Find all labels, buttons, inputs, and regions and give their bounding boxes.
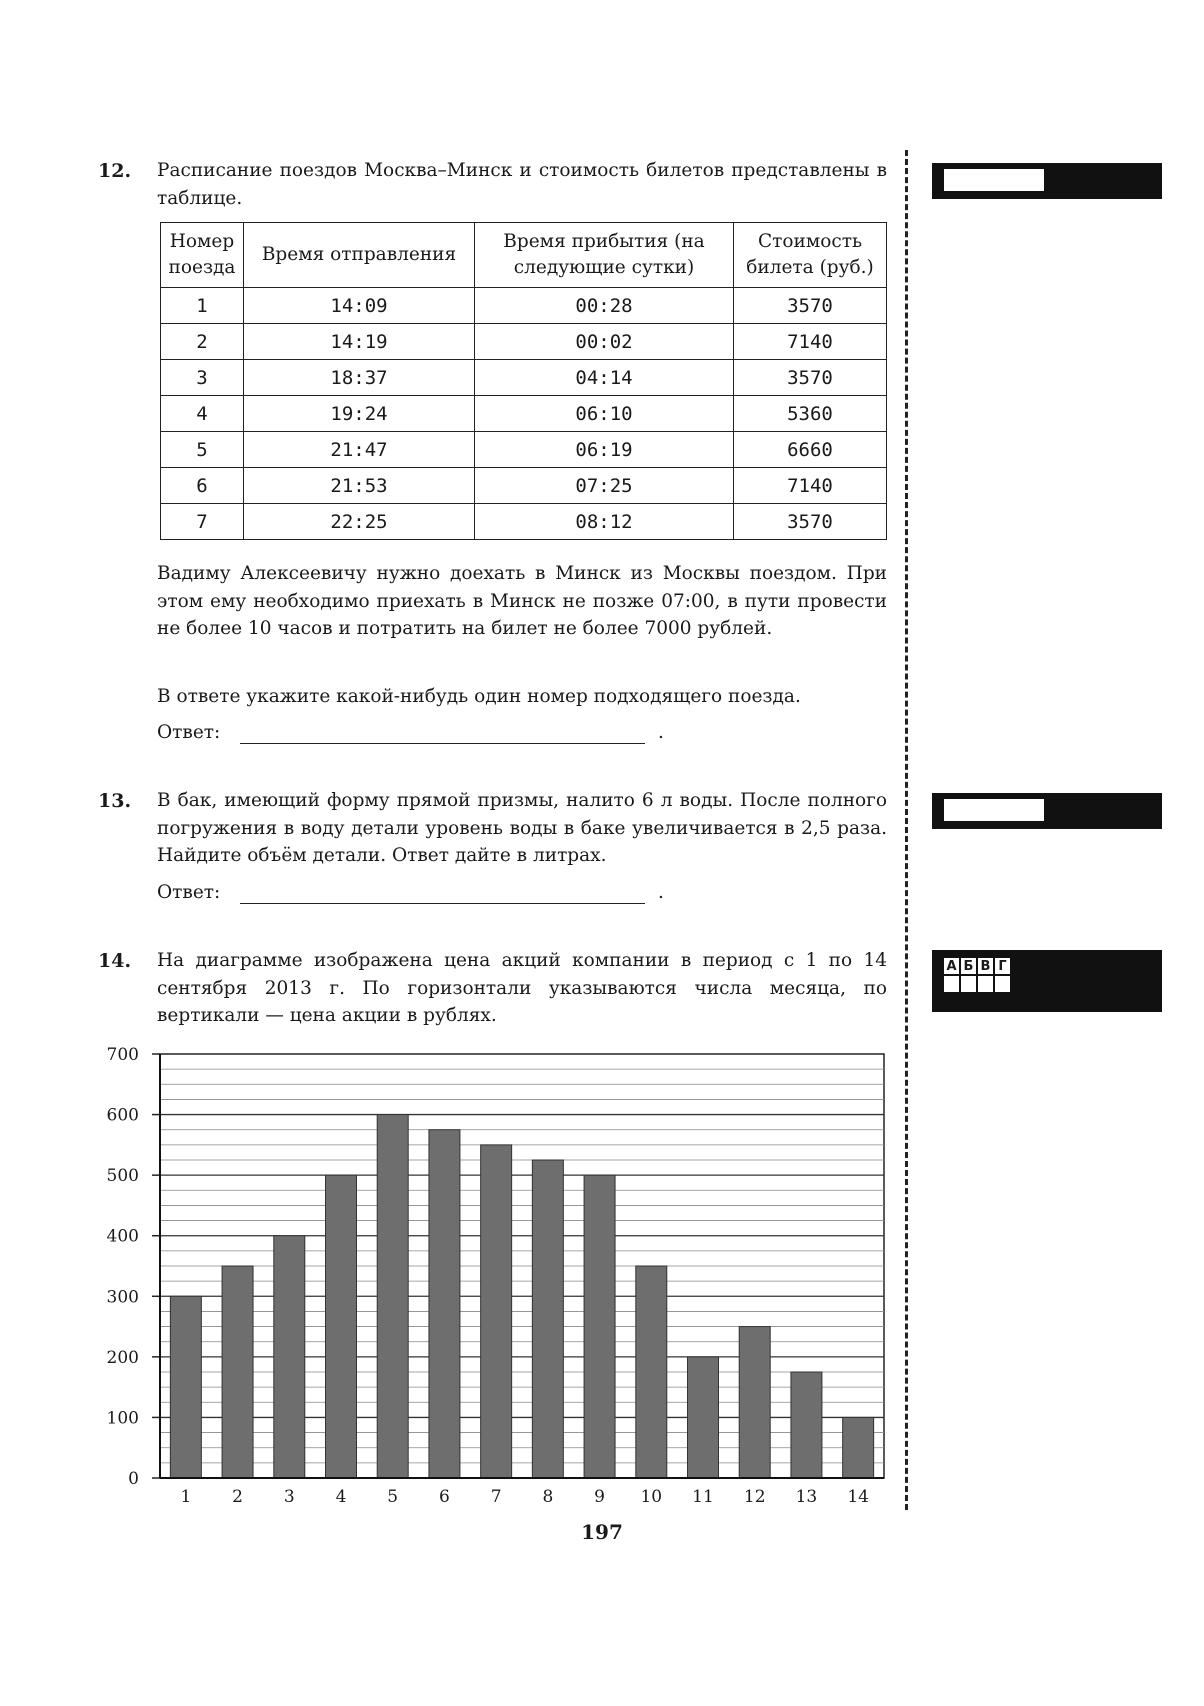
bar-day-9 [584, 1175, 615, 1478]
bar-day-7 [481, 1145, 512, 1478]
table-cell: 21:47 [244, 432, 475, 468]
table-cell: 4 [161, 396, 244, 432]
bar-day-11 [688, 1357, 719, 1478]
y-tick-label: 600 [106, 1105, 139, 1126]
page-number: 197 [581, 1520, 623, 1544]
table-cell: 06:19 [475, 432, 734, 468]
grid-letter-a: А [943, 957, 960, 975]
table-cell: 1 [161, 288, 244, 324]
x-tick-label: 5 [387, 1487, 399, 1507]
table-cell: 04:14 [475, 360, 734, 396]
y-tick-label: 400 [106, 1226, 139, 1247]
table-cell: 3570 [734, 504, 887, 540]
x-tick-label: 13 [795, 1487, 818, 1507]
table-cell: 3 [161, 360, 244, 396]
task-12-intro: Расписание поездов Москва–Минск и стоимость билетов представлены в таблице. [157, 160, 887, 209]
header-price: Стоимость билета (руб.) [734, 223, 887, 288]
table-cell: 06:10 [475, 396, 734, 432]
bar-day-3 [274, 1236, 305, 1478]
bar-day-4 [326, 1175, 357, 1478]
table-cell: 6 [161, 468, 244, 504]
bar-day-13 [791, 1372, 822, 1478]
bar-day-2 [222, 1266, 253, 1478]
table-cell: 21:53 [244, 468, 475, 504]
table-cell: 07:25 [475, 468, 734, 504]
table-cell: 3570 [734, 288, 887, 324]
x-tick-label: 10 [640, 1487, 663, 1507]
x-tick-label: 1 [180, 1487, 192, 1507]
x-tick-label: 2 [232, 1487, 243, 1507]
table-cell: 7 [161, 504, 244, 540]
header-arrival: Время прибытия (на следующие сутки) [475, 223, 734, 288]
table-cell: 22:25 [244, 504, 475, 540]
task-13-answer-label: Ответ: [157, 882, 221, 903]
x-tick-label: 3 [283, 1487, 295, 1507]
table-cell: 5 [161, 432, 244, 468]
task-12-answer-label: Ответ: [157, 722, 221, 743]
y-tick-label: 200 [106, 1347, 139, 1368]
bar-day-1 [170, 1296, 201, 1478]
table-cell: 2 [161, 324, 244, 360]
x-tick-label: 9 [594, 1487, 605, 1507]
grid-letter-v: В [977, 957, 994, 975]
task-14-text: На диаграмме изображена цена акций компании в период с 1 по 14 сентября 2013 г. По горизонтали указываются числа месяца, по вертикали — цена акции в рублях. [157, 950, 887, 1026]
y-tick-label: 700 [106, 1045, 139, 1065]
y-tick-label: 300 [106, 1287, 139, 1308]
bar-day-14 [843, 1417, 874, 1478]
table-cell: 14:19 [244, 324, 475, 360]
task-12-question: В ответе укажите какой-нибудь один номер подходящего поезда. [157, 686, 801, 707]
table-cell: 18:37 [244, 360, 475, 396]
y-tick-label: 100 [106, 1408, 139, 1429]
bar-day-8 [532, 1160, 563, 1478]
task-12-number: 12. [98, 160, 132, 182]
y-tick-label: 500 [106, 1166, 139, 1187]
table-cell: 7140 [734, 324, 887, 360]
x-tick-label: 14 [847, 1487, 869, 1507]
table-cell: 6660 [734, 432, 887, 468]
task-13-number: 13. [98, 790, 132, 812]
grid-letter-g: Г [994, 957, 1011, 975]
y-tick-label: 0 [128, 1469, 139, 1489]
table-cell: 00:02 [475, 324, 734, 360]
table-cell: 14:09 [244, 288, 475, 324]
table-cell: 5360 [734, 396, 887, 432]
task-14-number: 14. [98, 950, 132, 972]
table-cell: 00:28 [475, 288, 734, 324]
task-13-text: В бак, имеющий форму прямой призмы, налито 6 л воды. После полного погружения в воду детали уровень воды в баке увеличивается в 2,5 раза. Найдите объём детали. Ответ дайте в литрах. [157, 790, 887, 866]
table-cell: 7140 [734, 468, 887, 504]
task-13-answer-dot: . [658, 882, 664, 903]
x-tick-label: 8 [542, 1487, 554, 1507]
table-cell: 08:12 [475, 504, 734, 540]
table-cell: 19:24 [244, 396, 475, 432]
x-tick-label: 7 [490, 1487, 502, 1507]
table-cell: 3570 [734, 360, 887, 396]
bar-day-6 [429, 1130, 460, 1478]
task-12-answer-dot: . [658, 722, 664, 743]
x-tick-label: 4 [335, 1487, 347, 1507]
x-tick-label: 12 [743, 1487, 766, 1507]
header-train-number: Номер поезда [161, 223, 244, 288]
task-12-condition: Вадиму Алексеевичу нужно доехать в Минск из Москвы поездом. При этом ему необходимо приехать в Минск не позже 07:00, в пути провести не более 10 часов и потратить на билет не более 7000 рублей. [157, 563, 887, 639]
bar-day-5 [377, 1115, 408, 1478]
x-tick-label: 11 [692, 1487, 714, 1507]
bar-day-12 [739, 1327, 770, 1478]
grid-letter-b: Б [960, 957, 977, 975]
header-departure: Время отправления [244, 223, 475, 288]
bar-day-10 [636, 1266, 667, 1478]
x-tick-label: 6 [439, 1487, 450, 1507]
